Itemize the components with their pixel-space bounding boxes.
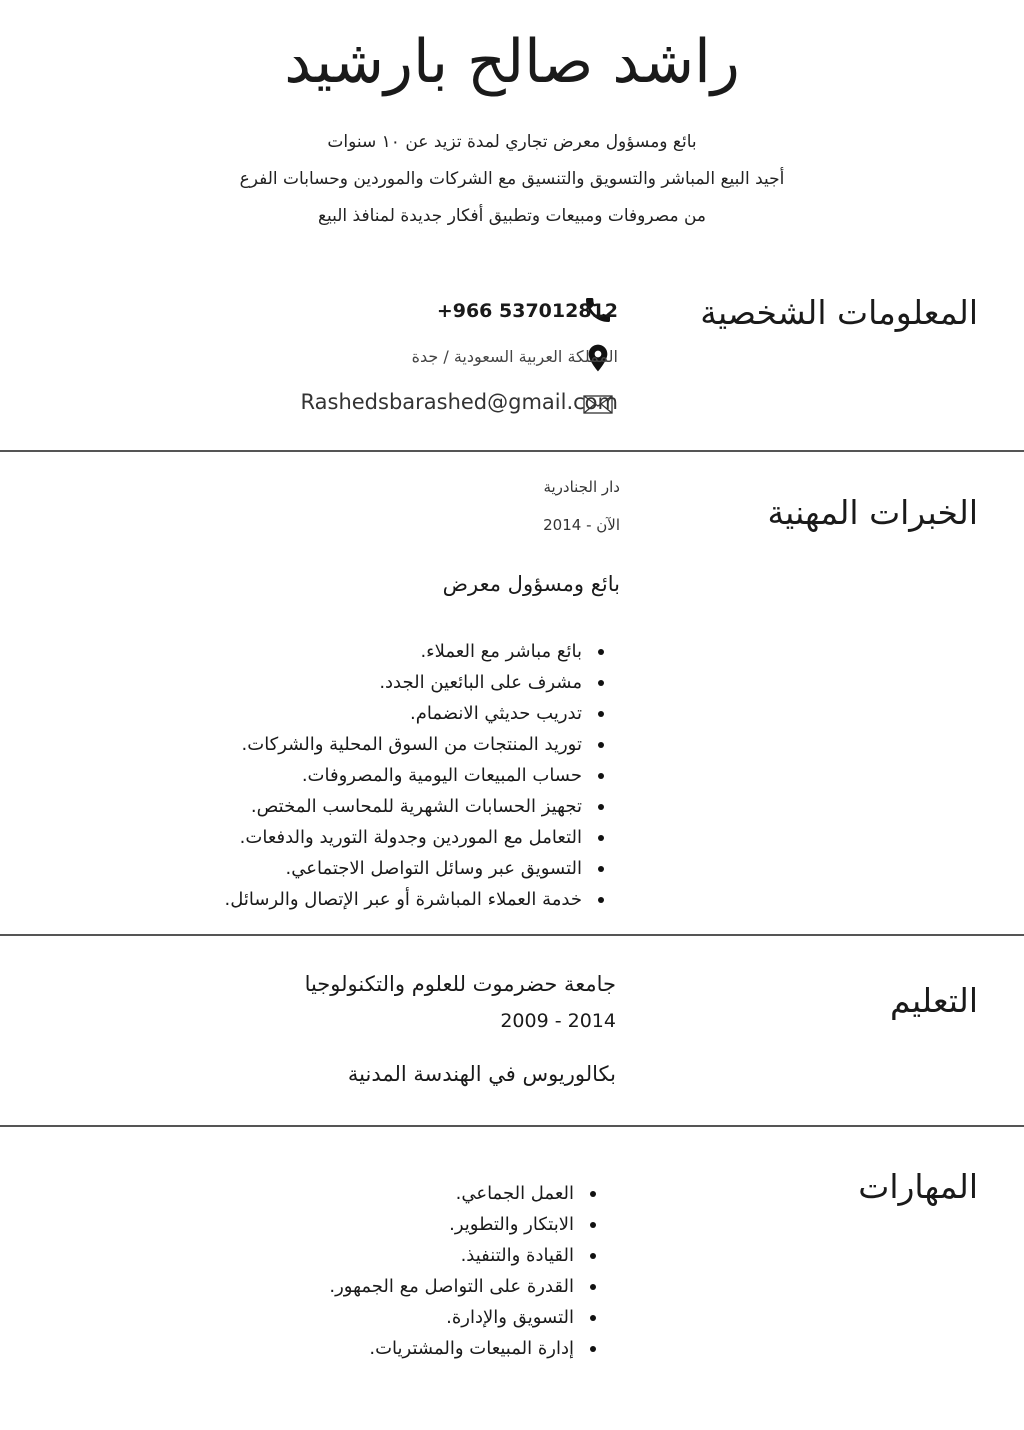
location-text: المملكة العربية السعودية / جدة [411, 346, 618, 366]
list-item: تدريب حديثي الانضمام. [224, 698, 606, 729]
company-name: دار الجنادرية [543, 478, 620, 496]
list-item: إدارة المبيعات والمشتريات. [329, 1333, 598, 1364]
degree: بكالوريوس في الهندسة المدنية [347, 1062, 616, 1086]
summary-line: من مصروفات ومبيعات وتطبيق أفكار جديدة لمنافذ البيع [317, 206, 707, 226]
job-role: بائع ومسؤول معرض [442, 572, 620, 596]
summary-line: أجيد البيع المباشر والتسويق والتنسيق مع الشركات والموردين وحسابات الفرع [239, 169, 785, 189]
email-row [301, 382, 619, 422]
location-row [412, 336, 618, 376]
profile-summary [0, 124, 1024, 235]
list-item: بائع مباشر مع العملاء. [224, 636, 606, 667]
email-address[interactable]: Rashedsbarashed@gmail.com [300, 390, 618, 414]
list-item: مشرف على البائعين الجدد. [224, 667, 606, 698]
list-item: تجهيز الحسابات الشهرية للمحاسب المختص. [224, 791, 606, 822]
list-item: التسويق عبر وسائل التواصل الاجتماعي. [224, 853, 606, 884]
phone-number[interactable]: +966 537012812 [436, 300, 618, 322]
list-item: القدرة على التواصل مع الجمهور. [329, 1271, 598, 1302]
phone-row [437, 291, 618, 331]
list-item: الابتكار والتطوير. [329, 1209, 598, 1240]
duties-list [224, 636, 606, 915]
section-divider [0, 934, 1024, 936]
section-divider [0, 1125, 1024, 1127]
list-item: خدمة العملاء المباشرة أو عبر الإتصال والرسائل. [224, 884, 606, 915]
list-item: التسويق والإدارة. [329, 1302, 598, 1333]
education-period: 2009 - 2014 [500, 1010, 616, 1032]
university-name: جامعة حضرموت للعلوم والتكنولوجيا [304, 972, 616, 996]
skills-list [329, 1178, 598, 1364]
personal-info-title: المعلومات الشخصية [700, 293, 978, 332]
list-item: توريد المنتجات من السوق المحلية والشركات. [224, 729, 606, 760]
summary-line: بائع ومسؤول معرض تجاري لمدة تزيد عن ١٠ سنوات [327, 132, 697, 152]
candidate-name: راشد صالح بارشيد [284, 27, 740, 97]
list-item: التعامل مع الموردين وجدولة التوريد والدفعات. [224, 822, 606, 853]
section-divider [0, 450, 1024, 452]
list-item: حساب المبيعات اليومية والمصروفات. [224, 760, 606, 791]
list-item: القيادة والتنفيذ. [329, 1240, 598, 1271]
experience-period: 2014 - الآن [543, 516, 620, 534]
experience-title: الخبرات المهنية [767, 493, 978, 532]
list-item: العمل الجماعي. [329, 1178, 598, 1209]
skills-title: المهارات [858, 1167, 978, 1206]
education-title: التعليم [890, 981, 978, 1020]
